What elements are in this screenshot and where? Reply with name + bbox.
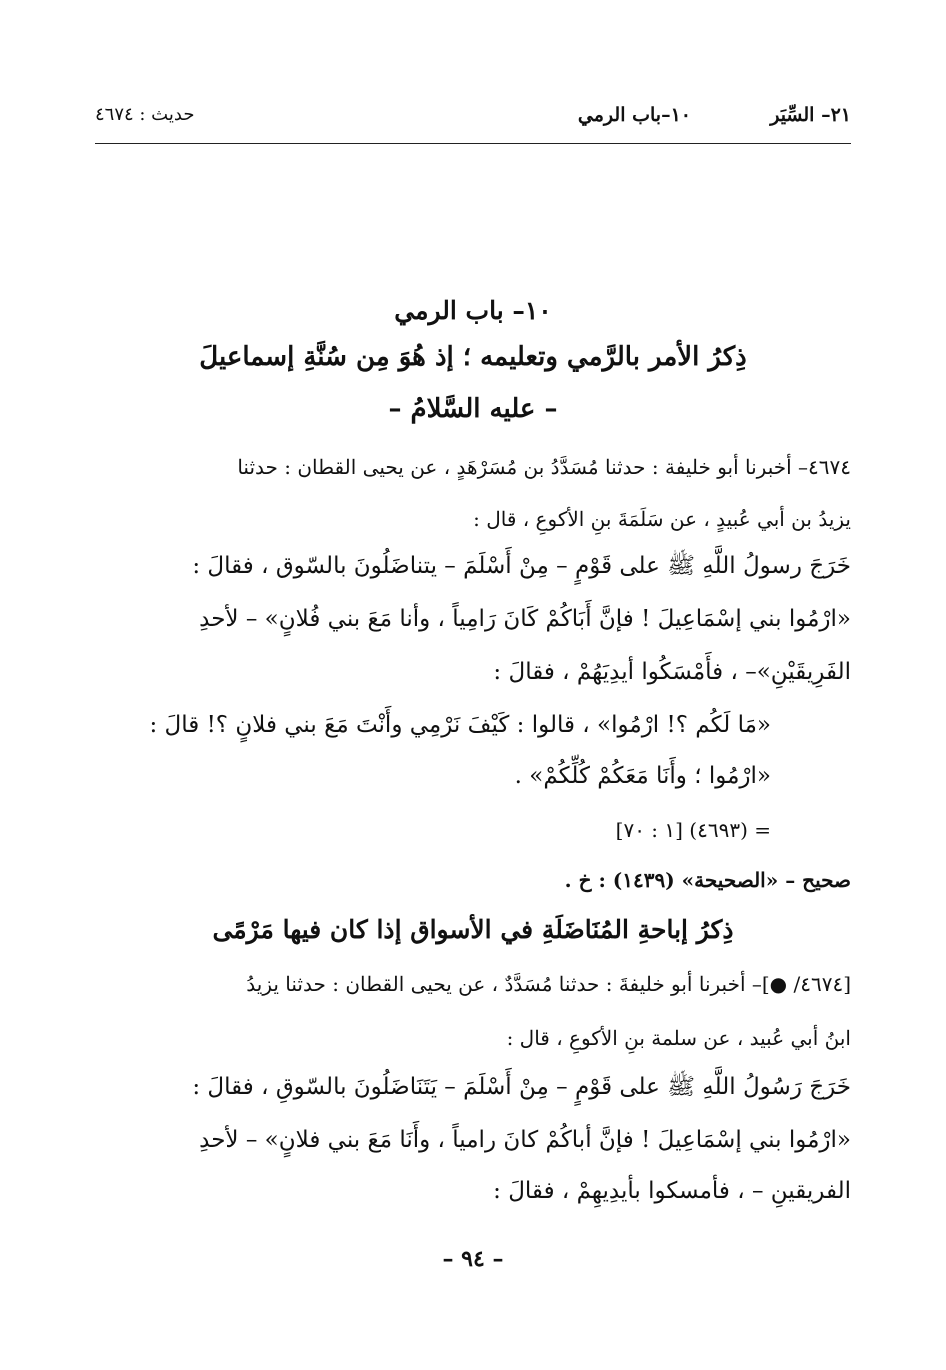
hadith2-matn-line-1: خَرَجَ رَسُولُ اللَّهِ ﷺ على قَوْمٍ – مِنْ أَسْلَمَ – يَتَنَاضَلُونَ بالسّوقِ ، فقالَ : — [192, 1074, 851, 1100]
heading-1-line-1: ذِكرُ الأمر بالرَّمي وتعليمه ؛ إذ هُوَ مِن سُنَّةِ إسماعيلَ — [199, 342, 747, 372]
hadith2-isnad-line-1: [٤٦٧٤/ ●]– أخبرنا أبو خليفةَ : حدثنا مُسَدَّدٌ ، عن يحيى القطان : حدثنا يزيدُ — [246, 972, 851, 996]
heading-1-line-2: – عليه السَّلامُ – — [388, 394, 558, 424]
hadith1-matn-line-5: «ارْمُوا ؛ وأَنَا مَعَكُمْ كُلِّكُمْ» . — [514, 763, 771, 789]
header-rule — [95, 143, 851, 144]
hadith1-matn-line-3: الفَرِيقَيْنِ»– ، فأَمْسَكُوا أيدِيَهُمْ ، فقالَ : — [493, 659, 851, 685]
hadith1-matn-line-1: خَرَجَ رسولُ اللَّهِ ﷺ على قَوْمٍ – مِنْ أَسْلَمَ – يتناضَلُونَ بالسّوق ، فقالَ : — [192, 553, 851, 579]
hadith1-isnad-line-1: ٤٦٧٤– أخبرنا أبو خليفة : حدثنا مُسَدَّدُ بن مُسَرْهَدٍ ، عن يحيى القطان : حدثنا — [237, 455, 851, 479]
header-chapter: ٢١– السِّيَر — [770, 104, 851, 126]
bab-title: ١٠– باب الرمي — [394, 296, 552, 325]
page-number: – ٩٤ – — [442, 1246, 504, 1272]
hadith1-matn-line-4: «مَا لَكُم ؟! ارْمُوا» ، قالوا : كَيْفَ نَرْمِي وأَنْتَ مَعَ بني فلانٍ ؟! قالَ : — [149, 712, 771, 738]
hadith2-matn-line-2: «ارْمُوا بني إسْمَاعِيلَ ! فإنَّ أباكُمْ كانَ رامياً ، وأَنَا مَعَ بني فلانٍ» – لأحدِ — [199, 1127, 851, 1153]
header-section: ١٠–باب الرمي — [577, 104, 691, 126]
hadith2-isnad-line-2: ابنُ أبي عُبيد ، عن سلمة بنِ الأكوعِ ، قال : — [506, 1026, 851, 1050]
header-hadith-ref: حديث : ٤٦٧٤ — [95, 104, 195, 125]
hadith1-grading: صحيح – «الصحيحة» (١٤٣٩) : خ . — [564, 868, 851, 892]
hadith1-matn-line-2: «ارْمُوا بني إسْمَاعِيلَ ! فإنَّ أَبَاكُمْ كَانَ رَامِياً ، وأنا مَعَ بني فُلانٍ» – لأحدِ — [199, 606, 851, 632]
hadith1-cross-ref: = (٤٦٩٣) [١ : ٧٠] — [615, 818, 771, 842]
hadith1-isnad-line-2: يزيدُ بن أبي عُبيدٍ ، عن سَلَمَةَ بنِ الأكوعِ ، قال : — [473, 507, 851, 531]
page-header — [95, 104, 851, 142]
heading-2: ذِكرُ إباحةِ المُنَاضَلَةِ في الأسواق إذا كان فيها مَرْمًى — [212, 915, 734, 944]
hadith2-matn-line-3: الفريقينِ – ، فأمسكوا بأيدِيهِمْ ، فقالَ : — [493, 1178, 851, 1204]
